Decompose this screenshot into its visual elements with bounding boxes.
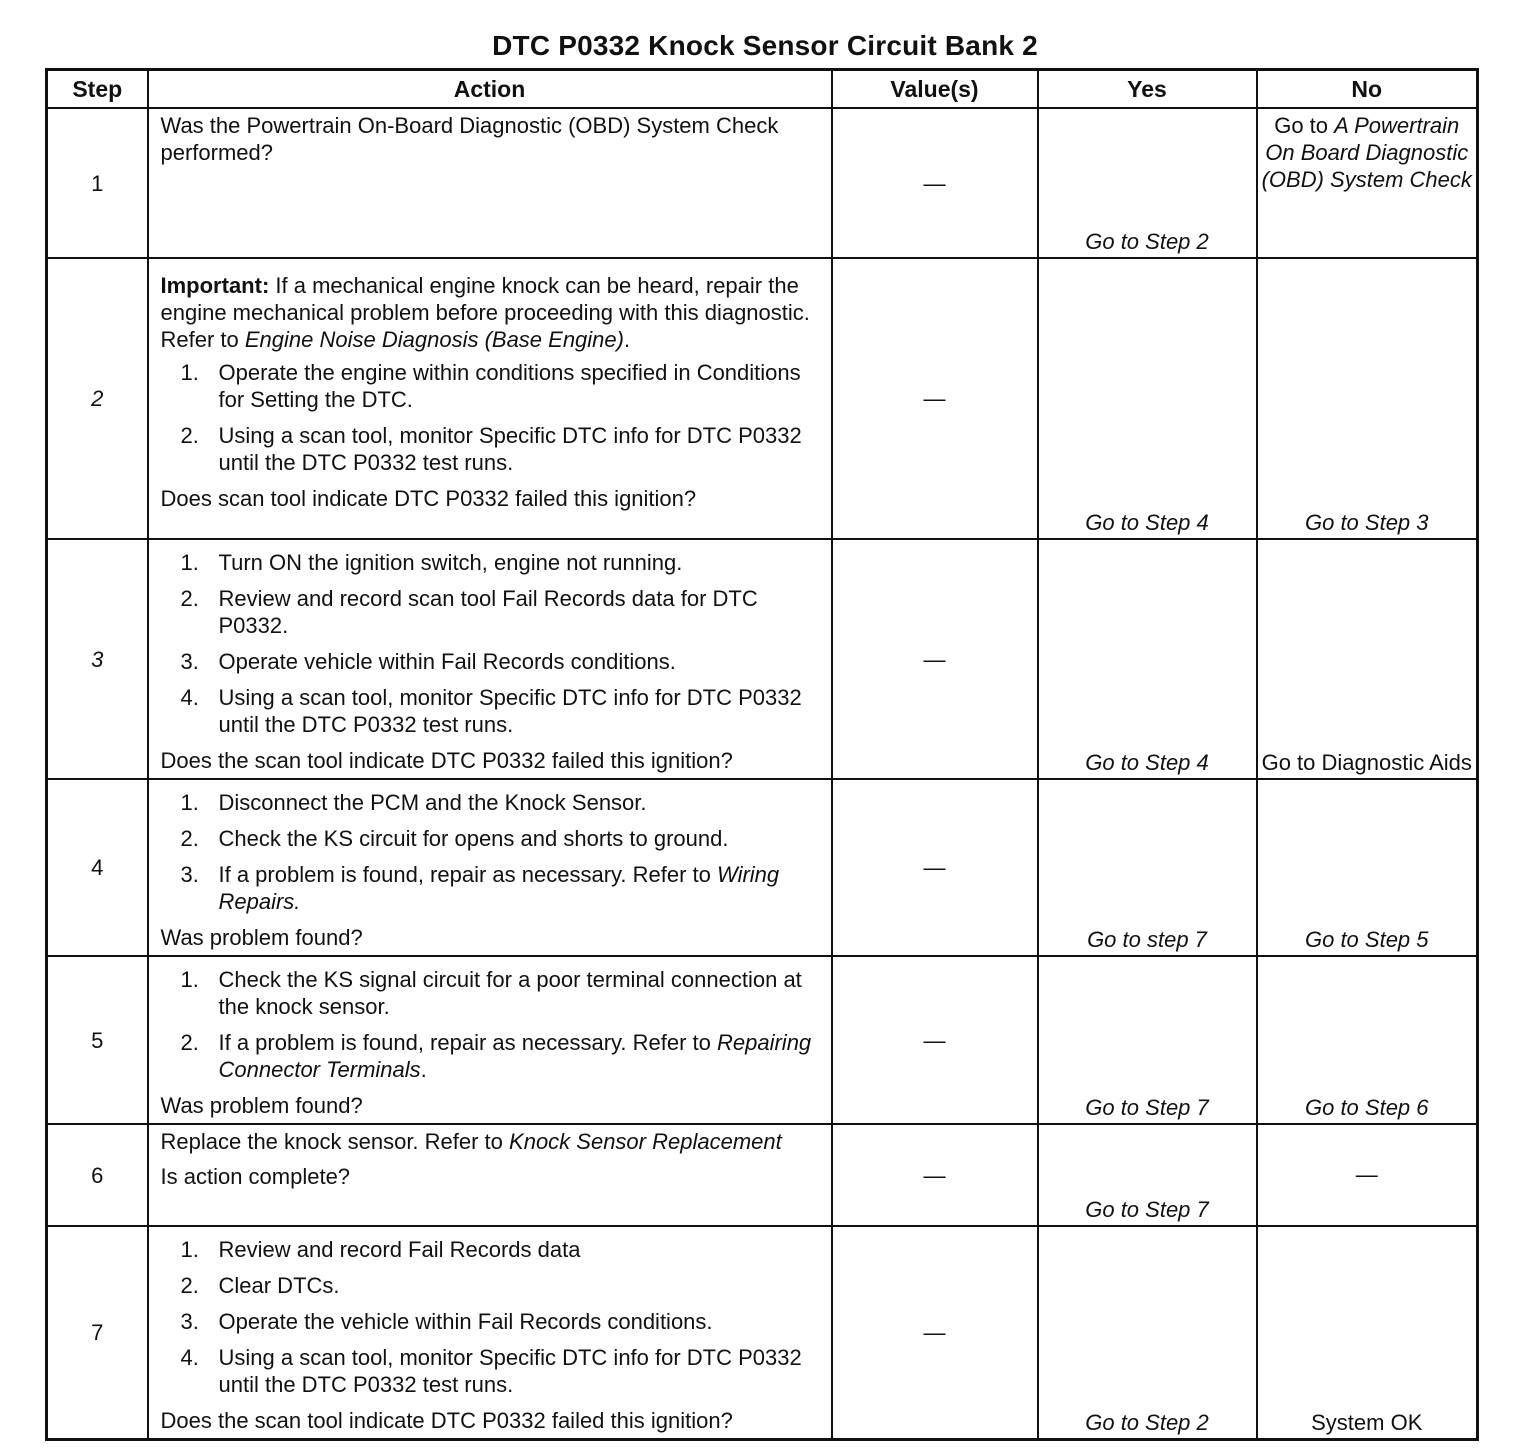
no-prefix: Go to bbox=[1274, 113, 1335, 138]
step-list bbox=[161, 789, 825, 915]
value-dash: — bbox=[923, 386, 946, 411]
question-text: Does scan tool indicate DTC P0332 failed this ignition? bbox=[160, 486, 697, 511]
header-no: No bbox=[1257, 70, 1478, 109]
yes-cell: Go to Step 7 bbox=[1038, 1124, 1257, 1226]
question-text: Does the scan tool indicate DTC P0332 failed this ignition? bbox=[160, 1408, 733, 1433]
value-dash: — bbox=[923, 1027, 946, 1053]
value-dash: — bbox=[923, 646, 946, 672]
list-item: 4. Using a scan tool, monitor Specific DTC info for DTC P0332 until the DTC P0332 test runs. bbox=[180, 685, 802, 737]
list-item: 2. Clear DTCs. bbox=[180, 1273, 340, 1298]
step-number: 6 bbox=[47, 1124, 148, 1226]
table-row bbox=[47, 258, 1478, 539]
action-cell bbox=[148, 108, 832, 258]
action-text: Was the Powertrain On-Board Diagnostic (OBD) System Check performed? bbox=[160, 113, 779, 165]
table-row bbox=[47, 956, 1478, 1124]
action-cell bbox=[148, 1124, 832, 1226]
question-text: Was problem found? bbox=[160, 925, 363, 950]
yes-cell: Go to Step 2 bbox=[1038, 108, 1257, 258]
no-cell: System OK bbox=[1257, 1226, 1478, 1440]
step-list bbox=[161, 966, 825, 1083]
no-reference: A Powertrain On Board Diagnostic (OBD) System Check bbox=[1261, 113, 1472, 192]
reference-link: Wiring Repairs. bbox=[218, 862, 780, 914]
list-item: 3. Operate vehicle within Fail Records conditions. bbox=[180, 649, 676, 674]
header-step: Step bbox=[47, 70, 148, 109]
action-cell bbox=[148, 258, 832, 539]
reference-link: Knock Sensor Replacement bbox=[509, 1129, 782, 1154]
value-dash: — bbox=[923, 855, 946, 880]
step-number: 3 bbox=[47, 539, 148, 779]
question-text: Does the scan tool indicate DTC P0332 failed this ignition? bbox=[160, 748, 733, 773]
yes-cell: Go to Step 7 bbox=[1038, 956, 1257, 1124]
list-item: 2. Check the KS circuit for opens and shorts to ground. bbox=[180, 826, 729, 851]
diagnostic-table bbox=[45, 68, 1479, 1441]
header-row bbox=[47, 70, 1478, 109]
action-cell bbox=[148, 779, 832, 956]
table-row bbox=[47, 108, 1478, 258]
no-cell: — bbox=[1257, 1124, 1478, 1226]
question-text: Is action complete? bbox=[160, 1164, 351, 1189]
yes-cell: Go to Step 2 bbox=[1038, 1226, 1257, 1440]
table-row bbox=[47, 779, 1478, 956]
list-item: 1. Operate the engine within conditions specified in Conditions for Setting the DTC. bbox=[180, 360, 801, 412]
list-item: 1. Disconnect the PCM and the Knock Sensor. bbox=[180, 790, 647, 815]
step-list bbox=[161, 359, 825, 476]
action-cell bbox=[148, 956, 832, 1124]
header-action: Action bbox=[148, 70, 832, 109]
list-item: 1. Check the KS signal circuit for a poor terminal connection at the knock sensor. bbox=[180, 967, 802, 1019]
action-cell bbox=[148, 539, 832, 779]
no-cell: Go to Step 6 bbox=[1257, 956, 1478, 1124]
step-number: 2 bbox=[47, 258, 148, 539]
list-item: 3. Operate the vehicle within Fail Records conditions. bbox=[180, 1309, 713, 1334]
list-item: 3. If a problem is found, repair as necessary. Refer to Wiring Repairs. bbox=[180, 862, 780, 914]
action-cell bbox=[148, 1226, 832, 1440]
header-yes: Yes bbox=[1038, 70, 1257, 109]
table-row bbox=[47, 539, 1478, 779]
no-cell: Go to Step 3 bbox=[1257, 258, 1478, 539]
value-dash: — bbox=[923, 1320, 946, 1345]
step-list bbox=[161, 549, 825, 738]
list-item: 1. Turn ON the ignition switch, engine not running. bbox=[180, 550, 683, 575]
header-values: Value(s) bbox=[832, 70, 1038, 109]
value-cell bbox=[832, 108, 1038, 258]
value-dash: — bbox=[923, 1162, 946, 1188]
step-number: 7 bbox=[47, 1226, 148, 1440]
value-cell bbox=[832, 1226, 1038, 1440]
table-row bbox=[47, 1226, 1478, 1440]
value-cell bbox=[832, 1124, 1038, 1226]
list-item: 4. Using a scan tool, monitor Specific DTC info for DTC P0332 until the DTC P0332 test runs. bbox=[180, 1345, 802, 1397]
step-number: 5 bbox=[47, 956, 148, 1124]
step-number: 1 bbox=[47, 108, 148, 258]
value-cell bbox=[832, 956, 1038, 1124]
step-list bbox=[161, 1236, 825, 1398]
yes-cell: Go to step 7 bbox=[1038, 779, 1257, 956]
action-text: Replace the knock sensor. Refer to bbox=[160, 1129, 510, 1154]
list-item: 1. Review and record Fail Records data bbox=[180, 1237, 581, 1262]
list-item: 2. Review and record scan tool Fail Records data for DTC P0332. bbox=[180, 586, 758, 638]
question-text: Was problem found? bbox=[160, 1093, 363, 1118]
page-title: DTC P0332 Knock Sensor Circuit Bank 2 bbox=[492, 30, 1038, 61]
list-item: 2. Using a scan tool, monitor Specific DTC info for DTC P0332 until the DTC P0332 test runs. bbox=[180, 423, 802, 475]
step-number: 4 bbox=[47, 779, 148, 956]
no-cell: Go to Step 5 bbox=[1257, 779, 1478, 956]
list-item: 2. If a problem is found, repair as necessary. Refer to Repairing Connector Terminals. bbox=[180, 1030, 812, 1082]
important-label: Important: bbox=[160, 273, 270, 298]
value-cell bbox=[832, 258, 1038, 539]
yes-cell: Go to Step 4 bbox=[1038, 258, 1257, 539]
value-cell bbox=[832, 779, 1038, 956]
table-row bbox=[47, 1124, 1478, 1226]
important-reference: Engine Noise Diagnosis (Base Engine) bbox=[244, 327, 624, 352]
yes-cell: Go to Step 4 bbox=[1038, 539, 1257, 779]
value-dash: — bbox=[923, 170, 946, 196]
reference-link: Repairing Connector Terminals bbox=[218, 1030, 812, 1082]
no-cell bbox=[1257, 108, 1478, 258]
value-cell bbox=[832, 539, 1038, 779]
important-text: If a mechanical engine knock can be heard, repair the engine mechanical problem before proceeding with this diagnostic. Refer to bbox=[160, 273, 810, 352]
important-end: . bbox=[623, 327, 631, 352]
no-cell: Go to Diagnostic Aids bbox=[1257, 539, 1478, 779]
